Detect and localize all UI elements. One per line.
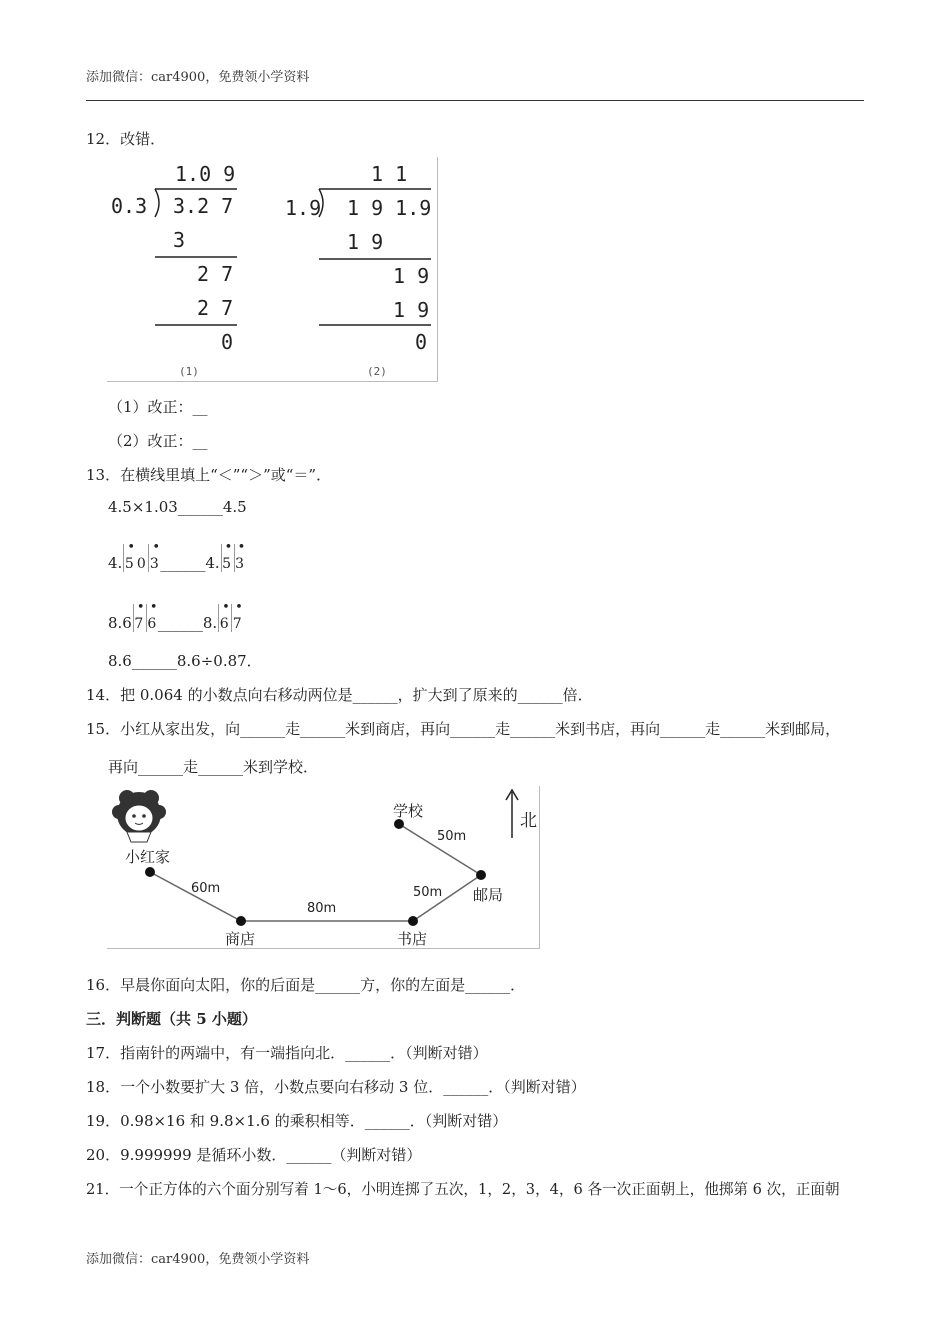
q19-text: 19．0.98×16 和 9.8×1.6 的乘积相等．______．（判断对错） (86, 1112, 508, 1130)
q13-digit: 0 (136, 556, 146, 572)
fig1-remainder: 0 (221, 330, 234, 354)
q21-text: 21．一个正方体的六个面分别写着 1～6，小明连掷了五次，1，2，3，4，6 各一次正面朝上，他掷第 6 次，正面朝 (86, 1181, 840, 1198)
home-point (145, 867, 155, 877)
dist-3: 50m (413, 885, 443, 900)
q13-line1: 4.5×1.03______4.5 (108, 498, 247, 516)
q13-line4: 8.6______8.6÷0.87． (108, 652, 262, 670)
shop-point (236, 916, 246, 926)
fig1-caption: (1) (179, 365, 199, 378)
fig2-step1: 1 9 (347, 230, 384, 254)
q13-title: 13．在横线里填上“＜”“＞”或“＝”． (86, 466, 332, 484)
footer-text: 添加微信：car4900，免费领小学资料 (86, 1252, 310, 1267)
q12-answer-1: （1）改正：__ (108, 398, 208, 416)
q13-digit: • 6 (219, 600, 230, 632)
fig2-remainder: 0 (415, 330, 428, 354)
q13-line2-left-int: 4. (108, 554, 123, 572)
map-shop-label: 商店 (225, 930, 256, 948)
q13-digit: • 7 (134, 600, 145, 632)
q15-text-2: 再向______走______米到学校． (108, 758, 319, 776)
q15-text-1: 15．小红从家出发，向______走______米到商店，再向______走______米到书店，再向______走______米到邮局， (86, 720, 841, 738)
fig1-step2: 2 7 (197, 262, 234, 286)
q13-line3 (108, 600, 243, 632)
fig2-caption: (2) (367, 365, 387, 378)
q12-figure (107, 157, 438, 382)
q13-line3-blank: ______ (157, 614, 203, 632)
q13-line2-blank: ______ (160, 554, 206, 572)
q12-answer-2: （2）改正：__ (108, 432, 208, 450)
fig1-dividend: 3.2 7 (173, 194, 234, 218)
post-point (476, 870, 486, 880)
dist-4: 50m (437, 829, 467, 844)
fig2-step3: 1 9 (393, 298, 430, 322)
north-arrow-icon (506, 790, 518, 838)
fig1-step3: 2 7 (197, 296, 234, 320)
map-north-label: 北 (520, 811, 537, 831)
fig1-step1: 3 (173, 228, 186, 252)
q17-text: 17．指南针的两端中，有一端指向北．______．（判断对错） (86, 1044, 488, 1062)
school-point (394, 819, 404, 829)
q13-digit: • 3 (149, 540, 160, 572)
dist-1: 60m (191, 881, 221, 896)
fig2-step2: 1 9 (393, 264, 430, 288)
q13-digit: • 5 (222, 540, 233, 572)
map-home-label: 小红家 (125, 848, 171, 866)
q13-line3-right-int: 8. (202, 614, 218, 632)
map-bookstore-label: 书店 (397, 930, 428, 948)
dist-2: 80m (307, 901, 337, 916)
q13-digit: • 5 (124, 540, 135, 572)
section3-title: 三．判断题（共 5 小题） (86, 1010, 257, 1028)
fig1-divisor: 0.3 (111, 194, 148, 218)
q18-text: 18．一个小数要扩大 3 倍，小数点要向右移动 3 位．______．（判断对错） (86, 1078, 586, 1096)
fig2-divisor: 1.9 (285, 196, 322, 220)
map-school-label: 学校 (393, 802, 424, 820)
fig2-dividend: 1 9 1.9 (347, 196, 432, 220)
fig1-quotient: 1.0 9 (175, 162, 236, 186)
q13-line3-left-int: 8.6 (108, 614, 132, 632)
header-rule (86, 100, 864, 101)
q13-line2-right-int: 4. (205, 554, 220, 572)
q13-line2 (108, 540, 246, 572)
q13-digit: • 3 (235, 540, 246, 572)
header-text: 添加微信：car4900，免费领小学资料 (86, 70, 310, 85)
q14-text: 14．把 0.064 的小数点向右移动两位是______，扩大到了原来的______倍． (86, 686, 593, 704)
q12-title: 12．改错． (86, 130, 166, 148)
q20-text: 20．9.999999 是循环小数．______（判断对错） (86, 1146, 422, 1164)
girl-icon (112, 790, 166, 842)
fig2-quotient: 1 1 (371, 162, 408, 186)
map-post-label: 邮局 (473, 886, 504, 904)
q13-digit: • 6 (147, 600, 158, 632)
q13-digit: • 7 (232, 600, 243, 632)
q16-text: 16．早晨你面向太阳，你的后面是______方，你的左面是______． (86, 976, 526, 994)
q15-map (107, 786, 540, 949)
bookstore-point (408, 916, 418, 926)
